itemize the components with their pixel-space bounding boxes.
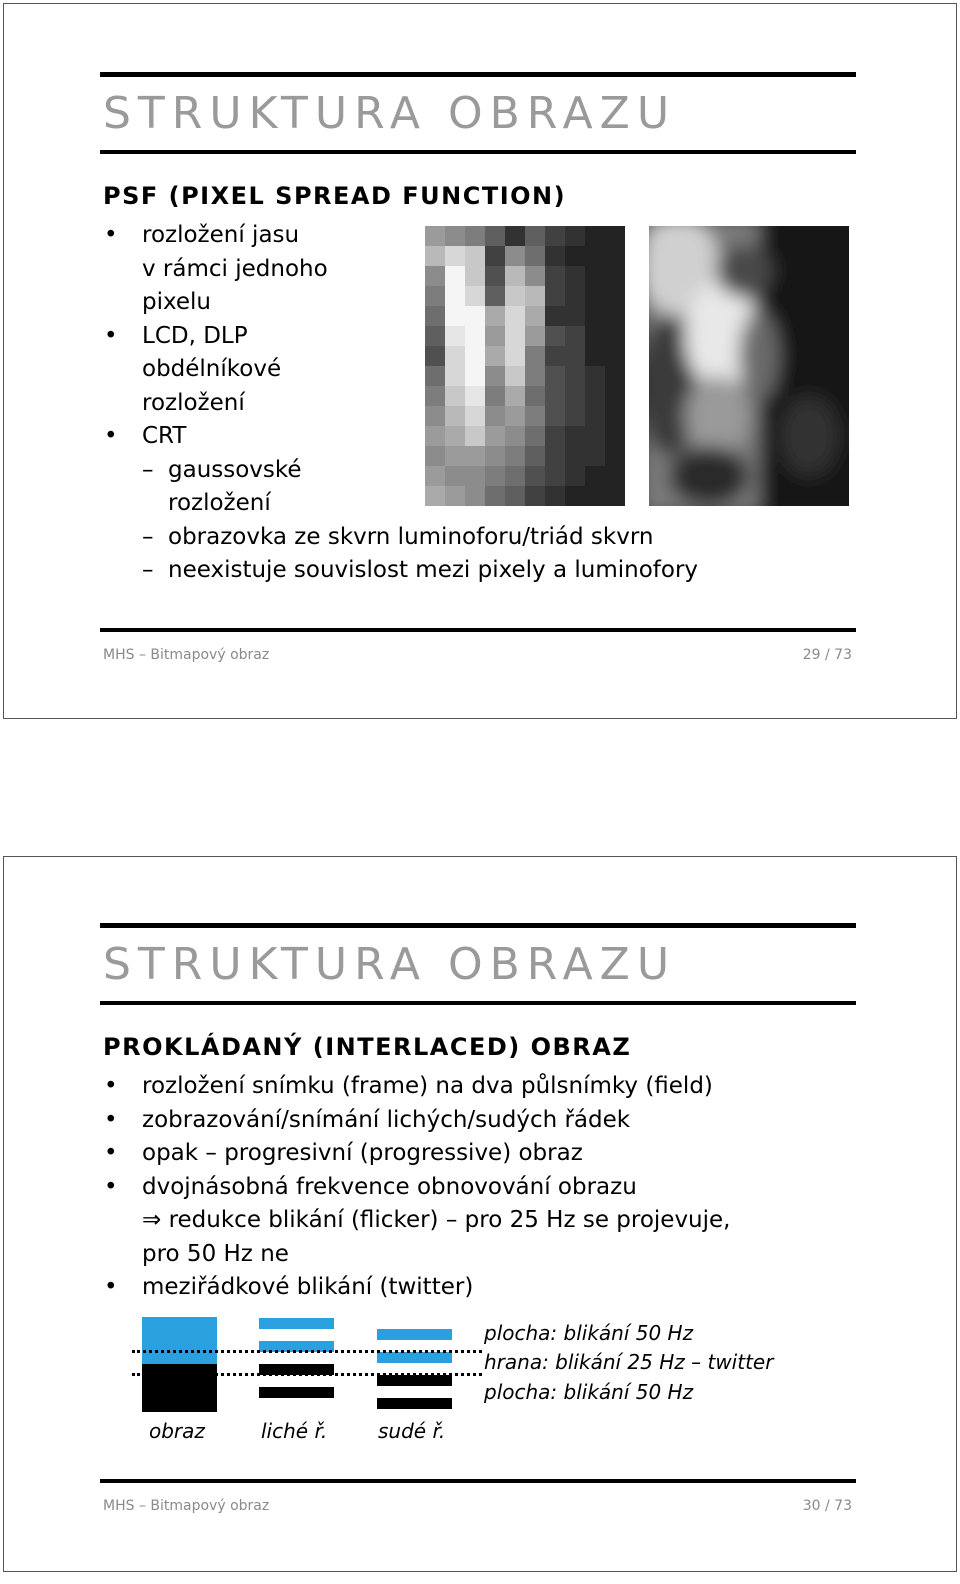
even-line-black	[377, 1375, 452, 1386]
dotted-guide-line	[132, 1373, 482, 1376]
list-item: – gaussovské	[104, 454, 698, 488]
page-number: 29 / 73	[802, 647, 852, 663]
footer-title: MHS – Bitmapový obraz	[103, 1498, 270, 1514]
image-blue-block	[142, 1317, 217, 1364]
list-item: • LCD, DLP	[104, 320, 698, 354]
bullet-list	[104, 1070, 731, 1305]
list-item: • opak – progresivní (progressive) obraz	[104, 1137, 731, 1171]
list-item: – neexistuje souvislost mezi pixely a luminofory	[104, 554, 698, 588]
list-item: • rozložení snímku (frame) na dva půlsnímky (field)	[104, 1070, 731, 1104]
list-item: • dvojnásobná frekvence obnovování obrazu	[104, 1171, 731, 1205]
caption-even-lines: sudé ř.	[378, 1419, 446, 1443]
list-item: rozložení	[142, 389, 245, 416]
title-bottom-rule	[100, 150, 856, 154]
slide-title: STRUKTURA OBRAZU	[103, 88, 677, 139]
even-line-blue	[377, 1352, 452, 1363]
caption-image: obraz	[149, 1419, 205, 1443]
list-item: pro 50 Hz ne	[142, 1240, 289, 1267]
note-area-50hz: plocha: blikání 50 Hz	[484, 1321, 694, 1345]
title-top-rule	[100, 72, 856, 77]
slide-title: STRUKTURA OBRAZU	[103, 939, 677, 990]
title-top-rule	[100, 923, 856, 928]
slide-30	[3, 856, 957, 1572]
list-item: • zobrazování/snímání lichých/sudých řádek	[104, 1104, 731, 1138]
image-black-block	[142, 1364, 217, 1412]
note-area-50hz-2: plocha: blikání 50 Hz	[484, 1380, 694, 1404]
caption-odd-lines: liché ř.	[261, 1419, 328, 1443]
list-item: pixelu	[142, 289, 212, 315]
list-item: • CRT	[104, 420, 698, 454]
footer-rule	[100, 628, 856, 632]
list-item: obdélníkové	[142, 356, 282, 382]
footer-rule	[100, 1479, 856, 1483]
list-item: rozložení	[168, 490, 271, 516]
list-item: • meziřádkové blikání (twitter)	[104, 1271, 731, 1305]
even-line-blue	[377, 1329, 452, 1340]
list-item: – obrazovka ze skvrn luminoforu/triád skvrn	[104, 521, 698, 555]
even-line-black	[377, 1398, 452, 1409]
blurred-face-icon	[649, 226, 849, 506]
odd-line-blue	[259, 1318, 334, 1329]
slide-29	[3, 3, 957, 719]
list-item: • rozložení jasu	[104, 219, 698, 253]
slide-subtitle: PSF (PIXEL SPREAD FUNCTION)	[103, 182, 567, 210]
title-bottom-rule	[100, 1001, 856, 1005]
note-edge-25hz: hrana: blikání 25 Hz – twitter	[484, 1350, 774, 1374]
footer-title: MHS – Bitmapový obraz	[103, 647, 270, 663]
list-item: v rámci jednoho	[142, 255, 328, 282]
odd-line-black	[259, 1387, 334, 1398]
slide-subtitle: PROKLÁDANÝ (INTERLACED) OBRAZ	[103, 1033, 632, 1061]
dotted-guide-line	[132, 1350, 482, 1353]
page-number: 30 / 73	[802, 1498, 852, 1514]
pixelated-face-icon	[425, 226, 625, 506]
list-item: ⇒ redukce blikání (flicker) – pro 25 Hz se projevuje,	[142, 1207, 731, 1233]
